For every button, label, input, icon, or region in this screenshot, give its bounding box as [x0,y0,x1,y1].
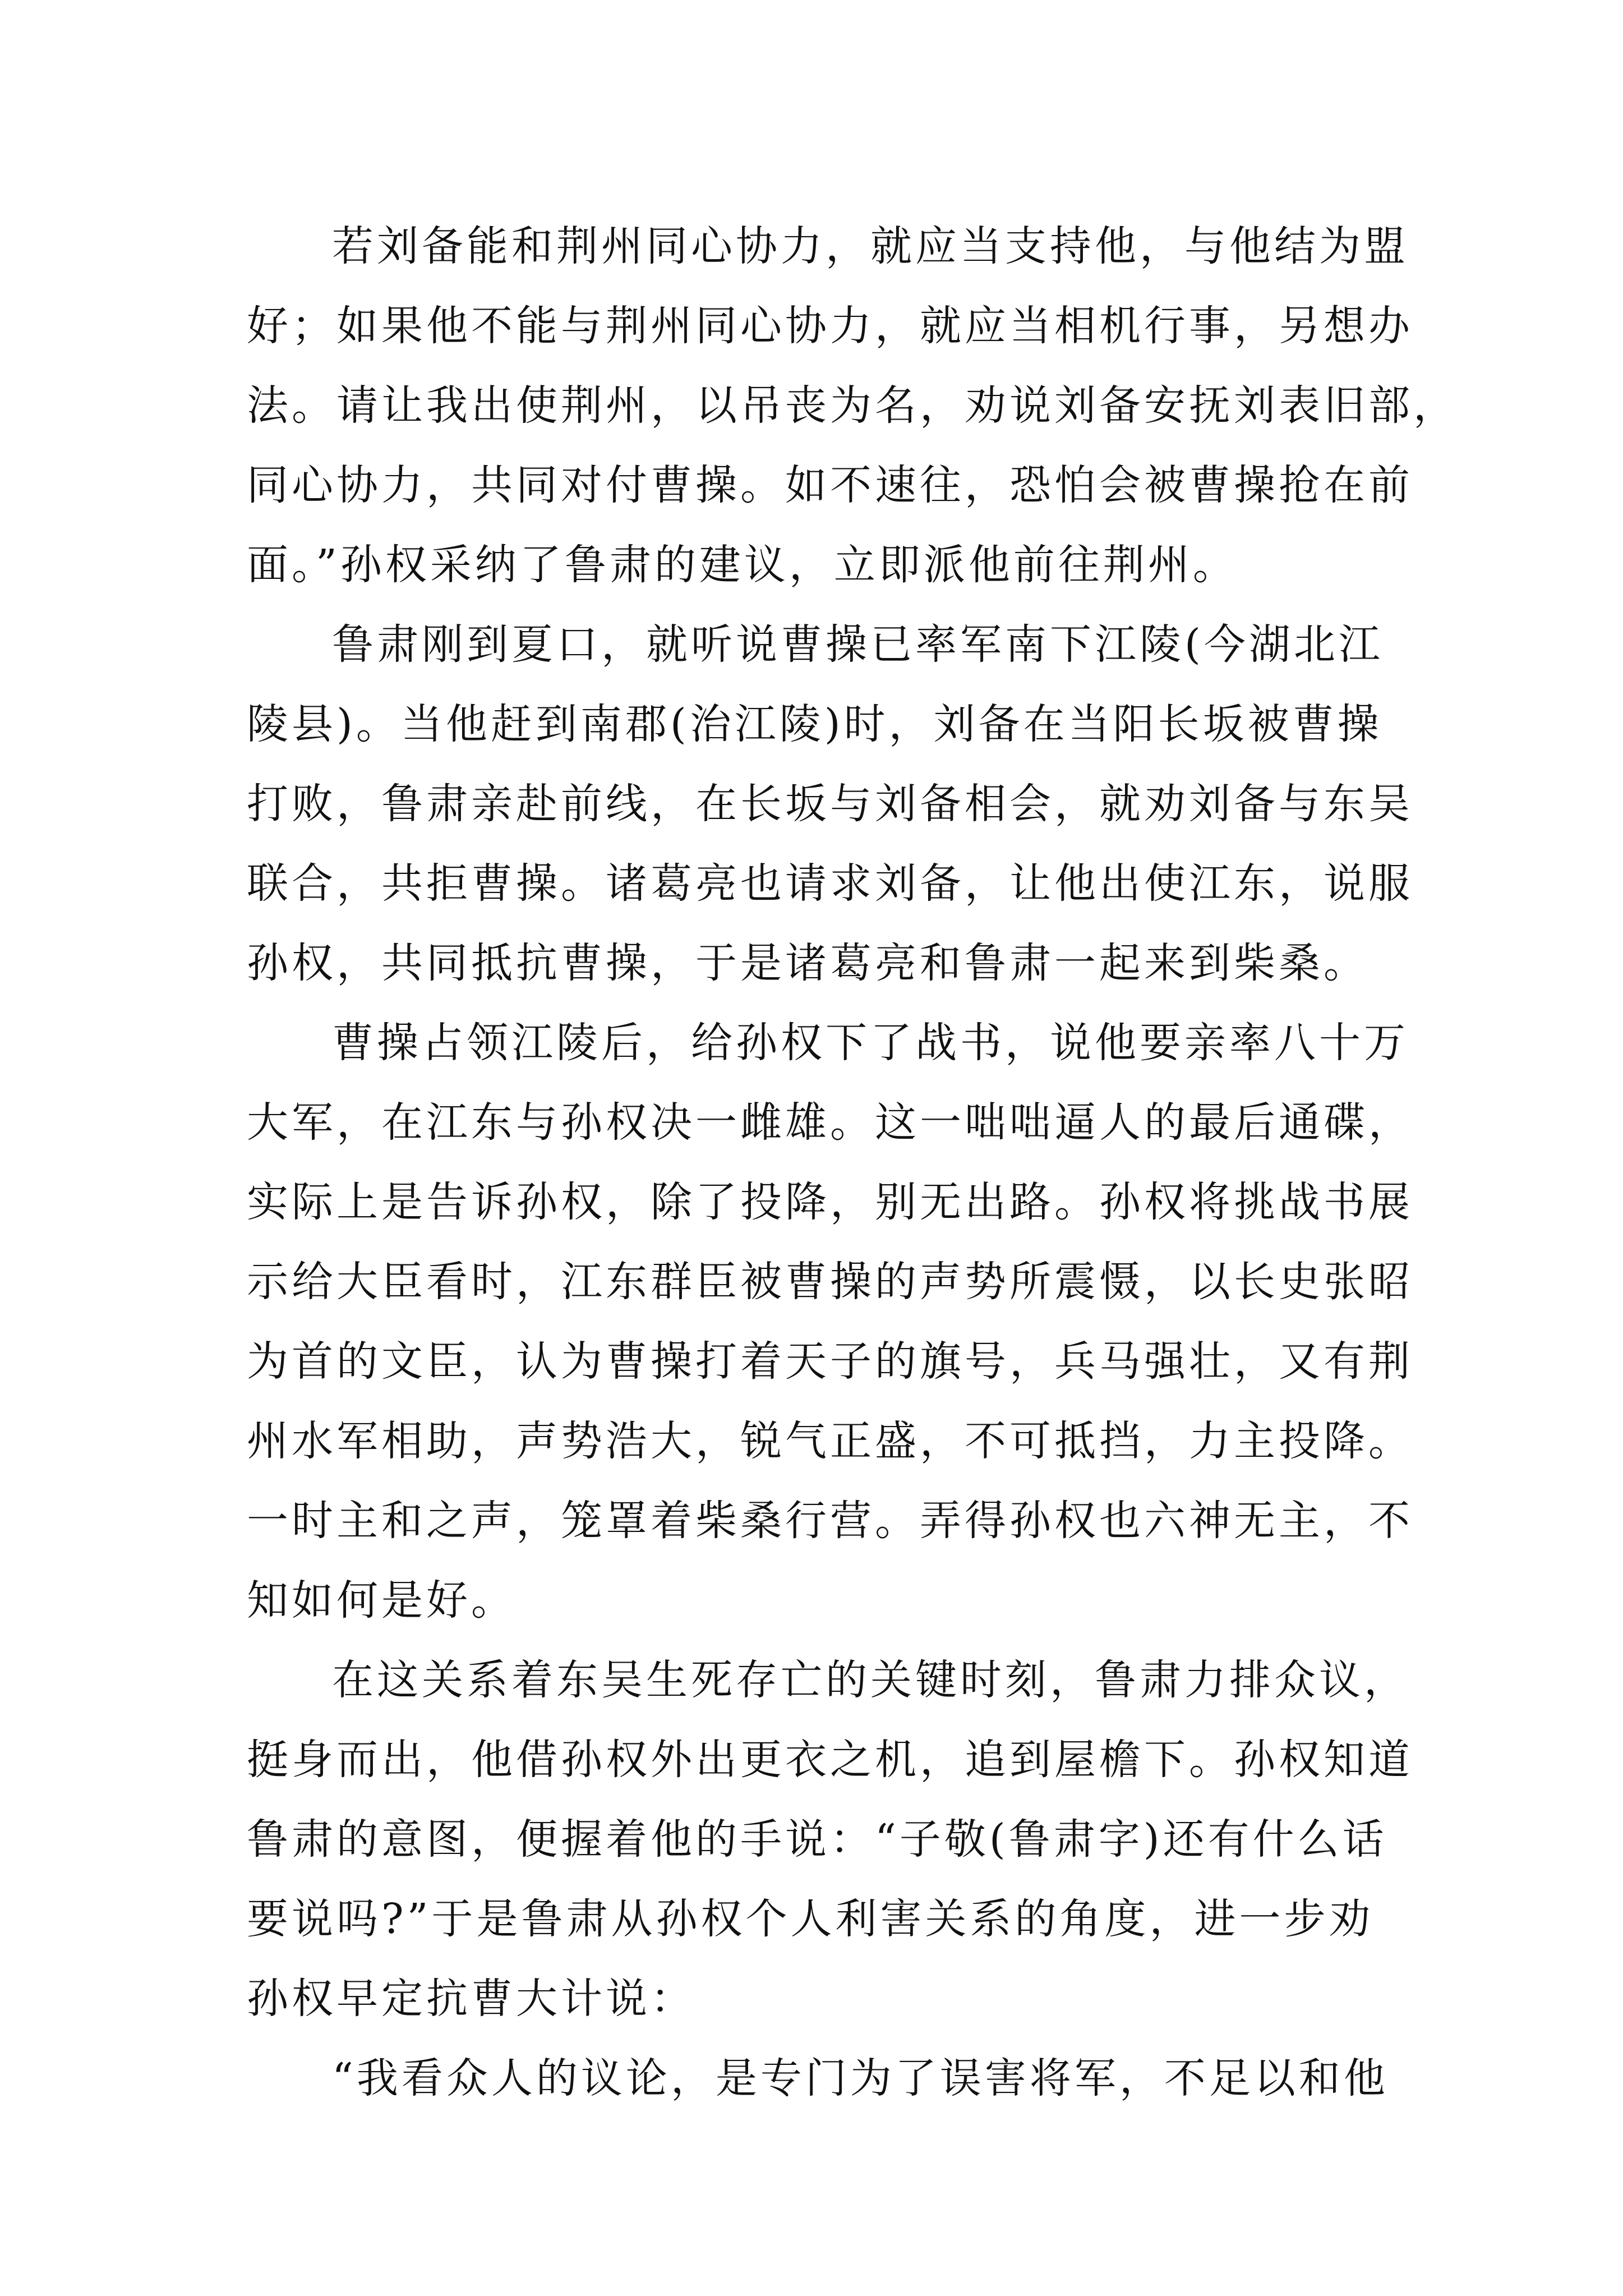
text-line: “我看众人的议论，是专门为了误害将军，不足以和他 [332,2054,1389,2102]
text-line: 实际上是告诉孙权，除了投降，别无出路。孙权将挑战书展 [247,1178,1413,1226]
text-line: 联合，共拒曹操。诸葛亮也请求刘备，让他出使江东，说服 [247,859,1413,908]
text-line: 面。”孙权采纳了鲁肃的建议，立即派他前往荆州。 [247,541,1238,589]
text-line: 一时主和之声，笼罩着柴桑行营。弄得孙权也六神无主，不 [247,1497,1413,1545]
text-line: 要说吗?”于是鲁肃从孙权个人利害关系的角度，进一步劝 [247,1895,1374,1943]
text-line: 若刘备能和荆州同心协力，就应当支持他，与他结为盟 [332,222,1409,270]
text-line: 为首的文臣，认为曹操打着天子的旗号，兵马强壮，又有荆 [247,1337,1413,1386]
text-line: 鲁肃刚到夏口，就听说曹操已率军南下江陵(今湖北江 [332,620,1384,669]
text-line: 在这关系着东吴生死存亡的关键时刻，鲁肃力排众议， [332,1656,1409,1704]
text-line: 好；如果他不能与荆州同心协力，就应当相机行事，另想办 [247,302,1413,350]
text-line: 州水军相助，声势浩大，锐气正盛，不可抵挡，力主投降。 [247,1417,1413,1465]
text-line: 孙权早定抗曹大计说： [247,1975,695,2023]
text-line: 法。请让我出使荆州，以吊丧为名，劝说刘备安抚刘表旧部， [247,381,1458,430]
text-line: 同心协力，共同对付曹操。如不速往，恐怕会被曹操抢在前 [247,461,1413,509]
text-line: 曹操占领江陵后，给孙权下了战书，说他要亲率八十万 [332,1019,1409,1067]
text-line: 示给大臣看时，江东群臣被曹操的声势所震慑，以长史张昭 [247,1258,1413,1306]
text-line: 孙权，共同抵抗曹操，于是诸葛亮和鲁肃一起来到柴桑。 [247,939,1368,987]
text-line: 大军，在江东与孙权决一雌雄。这一咄咄逼人的最后通碟， [247,1098,1413,1147]
body-text [247,206,1458,2118]
text-line: 打败，鲁肃亲赴前线，在长坂与刘备相会，就劝刘备与东吴 [247,780,1413,828]
text-line: 知如何是好。 [247,1576,516,1625]
text-line: 挺身而出，他借孙权外出更衣之机，追到屋檐下。孙权知道 [247,1736,1413,1784]
text-line: 鲁肃的意图，便握着他的手说：“子敬(鲁肃字)还有什么话 [247,1815,1387,1864]
text-line: 陵县)。当他赶到南郡(治江陵)时，刘备在当阳长坂被曹操 [247,700,1382,748]
